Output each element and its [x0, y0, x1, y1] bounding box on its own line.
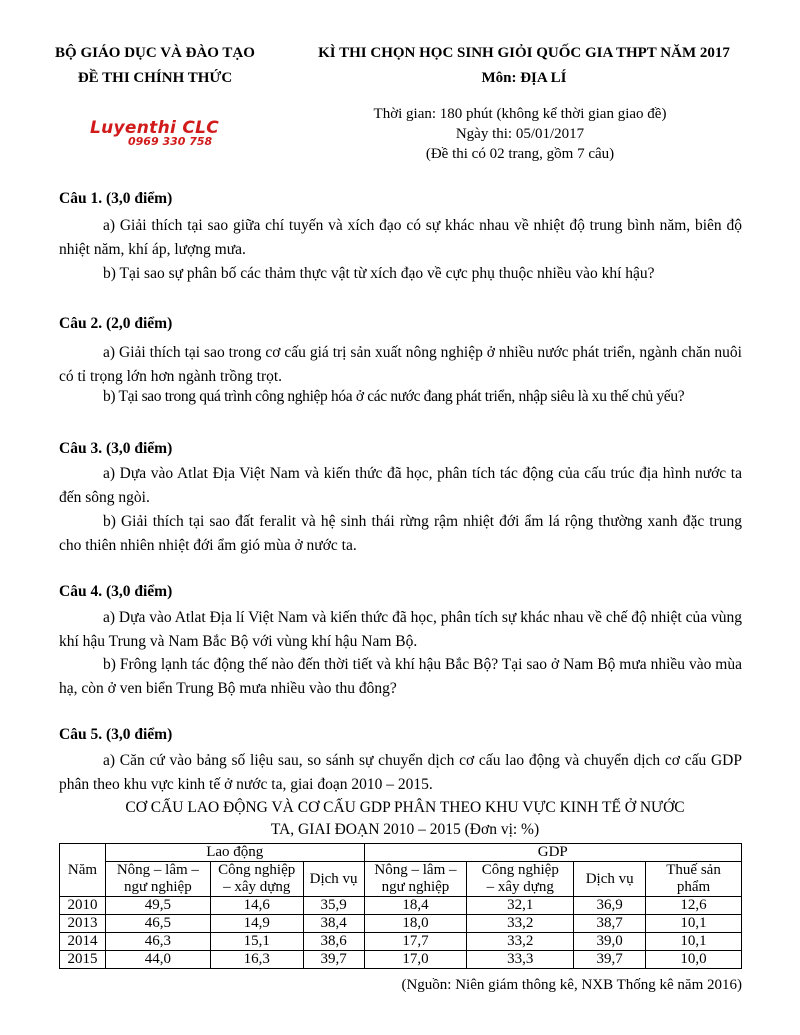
table-cell: 15,1	[210, 933, 303, 951]
exam-time: Thời gian: 180 phút (không kể thời gian giao đề)	[373, 106, 667, 122]
table-cell: 10,1	[646, 933, 742, 951]
table-row	[60, 951, 742, 969]
table-cell: 17,0	[364, 951, 467, 969]
table-cell: 2010	[60, 897, 106, 915]
official-exam-label: ĐỀ THI CHÍNH THỨC	[77, 70, 233, 86]
header-gdp-industry: Công nghiệp – xây dựng	[467, 862, 574, 897]
header-gdp-agri: Nông – lâm – ngư nghiệp	[364, 862, 467, 897]
header-gdp: GDP	[364, 844, 741, 862]
table-cell: 46,3	[105, 933, 210, 951]
table-cell: 39,0	[574, 933, 646, 951]
exam-date: Ngày thi: 05/01/2017	[455, 126, 585, 142]
exam-title: KÌ THI CHỌN HỌC SINH GIỎI QUỐC GIA THPT NĂM 2017	[318, 45, 730, 61]
header-gdp-service: Dịch vụ	[574, 862, 646, 897]
logo-brand: Luyenthi CLC	[90, 118, 220, 138]
ministry-header	[30, 41, 280, 91]
exam-pages: (Đề thi có 02 trang, gồm 7 câu)	[425, 146, 615, 162]
luyenthi-logo	[90, 118, 250, 148]
question-4a: a) Dựa vào Atlat Địa lí Việt Nam và kiến thức đã học, phân tích sự khác nhau về chế độ nhiệt của vùng khí hậu Trung và Nam Bắc Bộ với vùng khí hậu Nam Bộ.	[59, 609, 742, 650]
table-cell: 35,9	[303, 897, 364, 915]
table-cell: 16,3	[210, 951, 303, 969]
table-cell: 12,6	[646, 897, 742, 915]
table-cell: 46,5	[105, 915, 210, 933]
subject-label: Môn: ĐỊA LÍ	[481, 70, 567, 86]
table-source: (Nguồn: Niên giám thông kê, NXB Thống kê năm 2016)	[401, 977, 742, 993]
question-2a: a) Giải thích tại sao trong cơ cấu giá trị sản xuất nông nghiệp ở nhiều nước phát triển, ngành chăn nuôi có tỉ trọng lớn hơn ngành trồng trọt.	[59, 344, 742, 385]
table-row	[60, 897, 742, 915]
table-cell: 33,2	[467, 933, 574, 951]
question-1b: b) Tại sao sự phân bố các thảm thực vật từ xích đạo về cực phụ thuộc nhiều vào khí hậu?	[103, 265, 655, 282]
table-cell: 38,6	[303, 933, 364, 951]
table-row	[60, 915, 742, 933]
table-cell: 2013	[60, 915, 106, 933]
table-cell: 38,4	[303, 915, 364, 933]
question-2b: b) Tại sao trong quá trình công nghiệp hóa ở các nước đang phát triển, nhập siêu là xu thế chủ yếu?	[103, 388, 685, 405]
header-year: Năm	[60, 844, 106, 897]
table-cell: 33,3	[467, 951, 574, 969]
question-1a: a) Giải thích tại sao giữa chí tuyến và xích đạo có sự khác nhau về nhiệt độ trung bình năm, biên độ nhiệt năm, khí áp, lượng mưa.	[59, 217, 742, 258]
question-3b: b) Giải thích tại sao đất feralit và hệ sinh thái rừng rậm nhiệt đới ẩm lá rộng thường xanh đặc trung cho thiên nhiên nhiệt đới ẩm gió mùa ở nước ta.	[59, 513, 742, 554]
header-labor-service: Dịch vụ	[303, 862, 364, 897]
ministry-name: BỘ GIÁO DỤC VÀ ĐÀO TẠO	[55, 45, 255, 61]
table-title-line-1: CƠ CẤU LAO ĐỘNG VÀ CƠ CẤU GDP PHÂN THEO KHU VỰC KINH TẾ Ở NƯỚC	[125, 799, 685, 816]
table-cell: 2015	[60, 951, 106, 969]
question-5a: a) Căn cứ vào bảng số liệu sau, so sánh sự chuyển dịch cơ cấu lao động và chuyển dịch cơ cấu GDP phân theo khu vực kinh tế ở nước ta, giai đoạn 2010 – 2015.	[59, 752, 742, 793]
question-3-title: Câu 3. (3,0 điểm)	[59, 440, 173, 457]
table-cell: 14,9	[210, 915, 303, 933]
exam-header	[284, 41, 764, 91]
table-cell: 14,6	[210, 897, 303, 915]
table-cell: 10,0	[646, 951, 742, 969]
table-cell: 39,7	[303, 951, 364, 969]
question-5-title: Câu 5. (3,0 điểm)	[59, 726, 173, 743]
header-gdp-tax: Thuế sản phẩm	[646, 862, 742, 897]
header-labor-industry: Công nghiệp – xây dựng	[210, 862, 303, 897]
question-2-title: Câu 2. (2,0 điểm)	[59, 315, 173, 332]
logo-phone: 0969 330 758	[128, 135, 213, 148]
data-table	[59, 843, 742, 969]
table-cell: 44,0	[105, 951, 210, 969]
header-labor: Lao động	[105, 844, 364, 862]
question-4-title: Câu 4. (3,0 điểm)	[59, 583, 173, 600]
question-3a: a) Dựa vào Atlat Địa Việt Nam và kiến thức đã học, phân tích tác động của cấu trúc địa hình nước ta đến sông ngòi.	[59, 465, 742, 506]
table-cell: 49,5	[105, 897, 210, 915]
header-labor-agri: Nông – lâm – ngư nghiệp	[105, 862, 210, 897]
table-cell: 18,0	[364, 915, 467, 933]
table-cell: 10,1	[646, 915, 742, 933]
question-1-title: Câu 1. (3,0 điểm)	[59, 190, 173, 207]
table-cell: 18,4	[364, 897, 467, 915]
table-row	[60, 933, 742, 951]
table-title	[70, 797, 740, 841]
table-title-line-2: TA, GIAI ĐOẠN 2010 – 2015 (Đơn vị: %)	[270, 821, 540, 838]
exam-meta	[330, 104, 710, 164]
question-4b: b) Frông lạnh tác động thế nào đến thời tiết và khí hậu Bắc Bộ? Tại sao ở Nam Bộ mưa nhiều vào mùa hạ, còn ở ven biển Trung Bộ mưa nhiều vào thu đông?	[59, 656, 742, 697]
table-cell: 33,2	[467, 915, 574, 933]
table-cell: 2014	[60, 933, 106, 951]
table-cell: 39,7	[574, 951, 646, 969]
table-cell: 17,7	[364, 933, 467, 951]
table-cell: 32,1	[467, 897, 574, 915]
table-cell: 38,7	[574, 915, 646, 933]
table-cell: 36,9	[574, 897, 646, 915]
